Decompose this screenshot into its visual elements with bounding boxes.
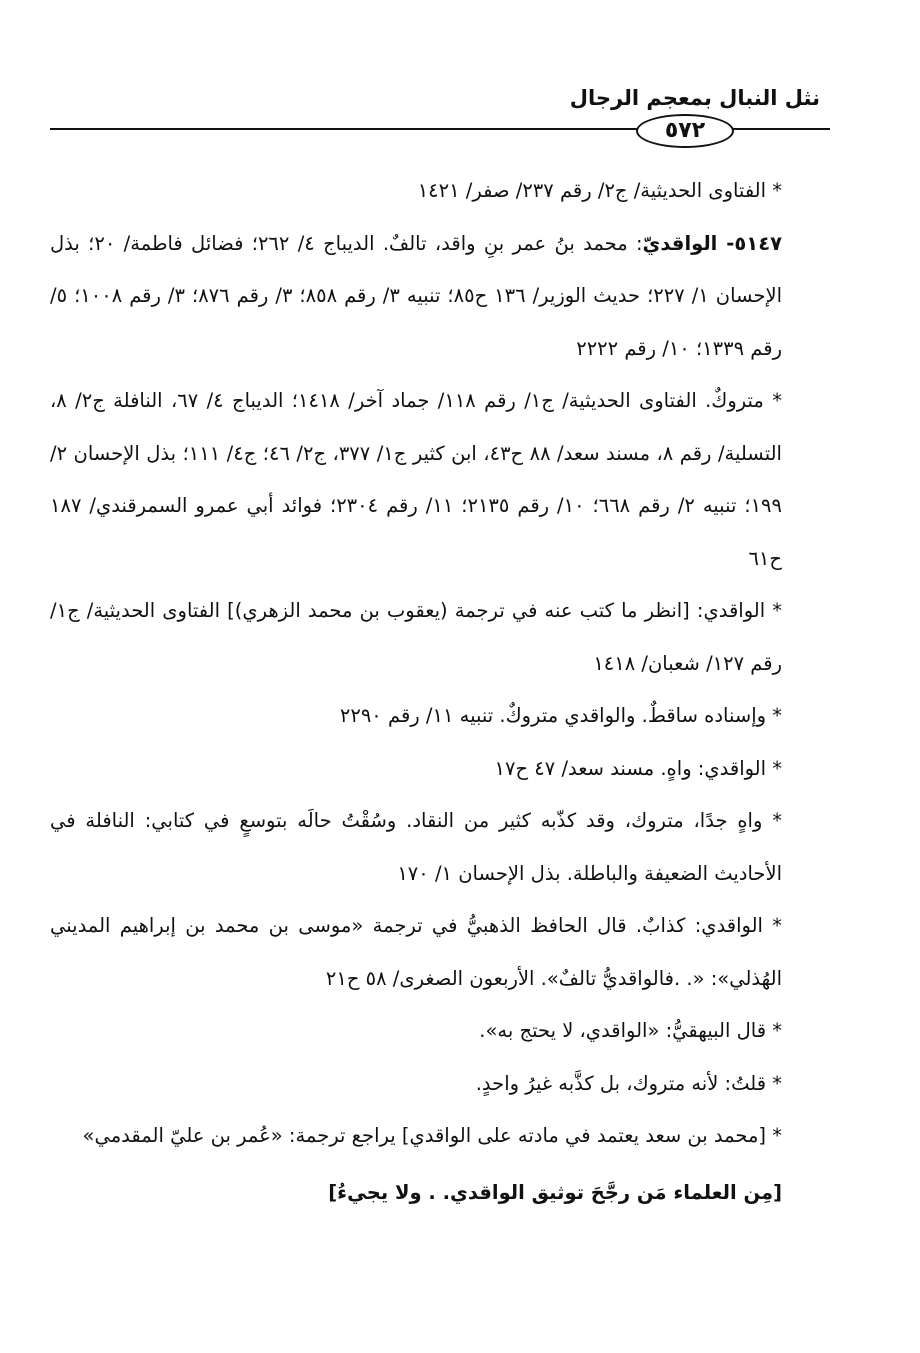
paragraph-10: * قلتُ: لأنه متروك، بل كذَّبه غيرُ واحدٍ. bbox=[475, 1071, 782, 1095]
paragraph-4: * الواقدي: [انظر ما كتب عنه في ترجمة (يعقوب بن محمد الزهري)] الفتاوى الحديثية/ ج١/ رقم ١٢٧/ شعبان/ ١٤١٨ bbox=[50, 599, 782, 675]
paragraph-1: * الفتاوى الحديثية/ ج٢/ رقم ٢٣٧/ صفر/ ١٤٢١ bbox=[417, 179, 782, 202]
paragraph-3: * متروكٌ. الفتاوى الحديثية/ ج١/ رقم ١١٨/ جماد آخر/ ١٤١٨؛ الديباج ٤/ ٦٧، النافلة ج٢/ ٨، التسلية/ رقم ٨، مسند سعد/ ٨٨ ح٤٣، ابن كثير ج١/ ٣٧٧، ج٢/ ٤٦؛ ج٤/ ١١١؛ بذل الإحسان ٢/ ١٩٩؛ تنبيه ٢/ رقم ٦٦٨؛ ١٠/ رقم ٢١٣٥؛ ١١/ رقم ٢٣٠٤؛ فوائد أبي عمرو السمرقندي/ ١٨٧ ح٦١ bbox=[50, 389, 782, 570]
entry-heading: ٥١٤٧- الواقديّ bbox=[642, 231, 782, 255]
paragraph-7: * واهٍ جدًا، متروك، وقد كذّبه كثير من النقاد. وسُقْتُ حالَه بتوسعٍ في كتابي: النافلة في الأحاديث الضعيفة والباطلة. بذل الإحسان ١/ ١٧٠ bbox=[50, 809, 782, 885]
entry-paragraph bbox=[50, 218, 830, 376]
entry-text: : محمد بنُ عمر بنِ واقد، تالفٌ. الديباج ٤/ ٢٦٢؛ فضائل فاطمة/ ٢٠؛ بذل الإحسان ١/ ٢٢٧؛ حديث الوزير/ ١٣٦ ح٨٥؛ تنبيه ٣/ رقم ٨٥٨؛ ٣/ رقم ٨٧٦؛ ٣/ رقم ١٠٠٨؛ ٥/ رقم ١٣٣٩؛ ١٠/ رقم ٢٢٢٢ bbox=[50, 231, 783, 360]
paragraph-8: * الواقدي: كذابٌ. قال الحافظ الذهبيُّ في ترجمة «موسى بن محمد بن إبراهيم المديني الهُذلي»: «. .فالواقديُّ تالفٌ». الأربعون الصغرى/ ٥٨ ح٢١ bbox=[50, 914, 782, 990]
page-number: ٥٧٢ bbox=[636, 114, 734, 148]
section-heading: [مِن العلماء مَن رجَّحَ توثيق الواقدي. . ولا يجيءُ] bbox=[328, 1180, 782, 1204]
running-title: نثل النبال بمعجم الرجال bbox=[569, 86, 820, 110]
paragraph-5: * وإسناده ساقطٌ. والواقدي متروكٌ. تنبيه ١١/ رقم ٢٢٩٠ bbox=[339, 704, 782, 727]
paragraph-6: * الواقدي: واهٍ. مسند سعد/ ٤٧ ح١٧ bbox=[494, 756, 782, 780]
paragraph-9: * قال البيهقيُّ: «الواقدي، لا يحتج به». bbox=[479, 1019, 782, 1042]
paragraph-11: * [محمد بن سعد يعتمد في مادته على الواقدي] يراجع ترجمة: «عُمر بن عليّ المقدمي» bbox=[82, 1124, 782, 1147]
page-body bbox=[50, 165, 830, 1219]
